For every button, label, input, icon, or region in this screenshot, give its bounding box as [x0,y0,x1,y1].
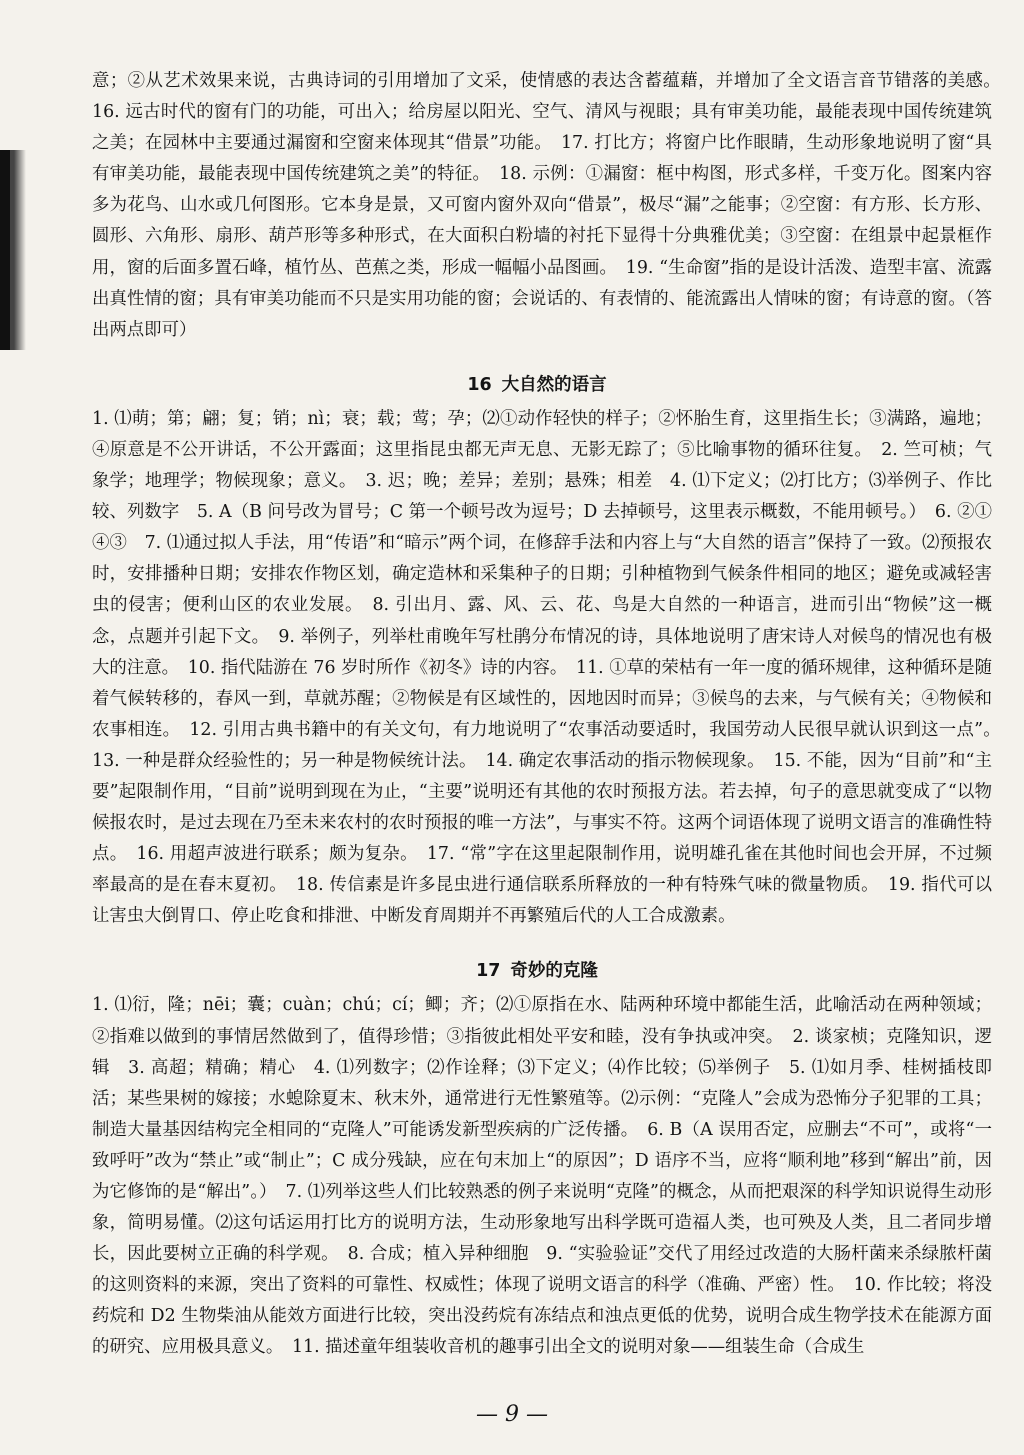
section-title: 奇妙的克隆 [510,961,598,982]
scan-shadow [0,150,26,350]
section-heading-16 [92,368,992,402]
section-number: 16 [467,374,492,395]
section-title: 大自然的语言 [501,374,607,395]
section-number: 17 [476,961,501,982]
section-heading-17 [92,954,992,988]
page-number: — 9 — [476,1402,548,1427]
section-17-answers: 1. ⑴衍，隆；nēi；囊；cuàn；chú；cí；鲫；齐；⑵①原指在水、陆两种环境中都能生活，此喻活动在两种领域；②指难以做到的事情居然做到了，值得珍惜；③指彼此相处平安和睦，没有争执或冲突。 2. 谈家桢；克隆知识，逻辑 3. 高超；精确；精心 4. ⑴列数字；⑵作诠释；⑶下定义；⑷作比较；⑸举例子 5. ⑴如月季、桂树插枝即活；某些果树的嫁接；水螅除夏末、秋末外，通常进行无性繁殖等。⑵示例：“克隆人”会成为恐怖分子犯罪的工具；制造大量基因结构完全相同的“克隆人”可能诱发新型疾病的广泛传播。 6. B（A 误用否定，应删去“不可”，或将“一致呼吁”改为“禁止”或“制止”；C 成分残缺，应在句末加上“的原因”；D 语序不当，应将“顺利地”移到“解出”前，因为它修饰的是“解出”。） 7. ⑴列举这些人们比较熟悉的例子来说明“克隆”的概念，从而把艰深的科学知识说得生动形象，简明易懂。⑵这句话运用打比方的说明方法，生动形象地写出科学既可造福人类，也可殃及人类，且二者同步增长，因此要树立正确的科学观。 8. 合成；植入异种细胞 9. “实验验证”交代了用经过改造的大肠杆菌来杀绿脓杆菌的这则资料的来源，突出了资料的可靠性、权威性；体现了说明文语言的科学（准确、严密）性。 10. 作比较；将没药烷和 D2 生物柴油从能效方面进行比较，突出没药烷有冻结点和浊点更低的优势，说明合成生物学技术在能源方面的研究、应用极具意义。 11. 描述童年组装收音机的趣事引出全文的说明对象——组装生命（合成生 [92,995,992,1358]
section-16-answers: 1. ⑴萌；第；翩；复；销；nì；衰；载；莺；孕；⑵①动作轻快的样子；②怀胎生育，这里指生长；③满路，遍地；④原意是不公开讲话，不公开露面；这里指昆虫都无声无息、无影无踪了；⑤比喻事物的循环往复。 2. 竺可桢；气象学；地理学；物候现象；意义。 3. 迟；晚；差异；差别；悬殊；相差 4. ⑴下定义；⑵打比方；⑶举例子、作比较、列数字 5. A（B 问号改为冒号；C 第一个顿号改为逗号；D 去掉顿号，这里表示概数，不能用顿号。） 6. ②①④③ 7. ⑴通过拟人手法，用“传语”和“暗示”两个词，在修辞手法和内容上与“大自然的语言”保持了一致。⑵预报农时，安排播种日期；安排农作物区划，确定造林和采集种子的日期；引种植物到气候条件相同的地区；避免或减轻害虫的侵害；便利山区的农业发展。 8. 引出月、露、风、云、花、鸟是大自然的一种语言，进而引出“物候”这一概念，点题并引起下文。 9. 举例子，列举杜甫晚年写杜鹃分布情况的诗，具体地说明了唐宋诗人对候鸟的情况也有极大的注意。 10. 指代陆游在 76 岁时所作《初冬》诗的内容。 11. ①草的荣枯有一年一度的循环规律，这种循环是随着气候转移的，春风一到，草就苏醒；②物候是有区域性的，因地因时而异；③候鸟的去来，与气候有关；④物候和农事相连。 12. 引用古典书籍中的有关文句，有力地说明了“农事活动要适时，我国劳动人民很早就认识到这一点”。 13. 一种是群众经验性的；另一种是物候统计法。 14. 确定农事活动的指示物候现象。 15. 不能，因为“目前”和“主要”起限制作用，“目前”说明到现在为止，“主要”说明还有其他的农时预报方法。若去掉，句子的意思就变成了“以物候报农时，是过去现在乃至未来农村的农时预报的唯一方法”，与事实不符。这两个词语体现了说明文语言的准确性特点。 16. 用超声波进行联系；颇为复杂。 17. “常”字在这里起限制作用，说明雄孔雀在其他时间也会开屏，不过频率最高的是在春末夏初。 18. 传信素是许多昆虫进行通信联系所释放的一种有特殊气味的微量物质。 19. 指代可以让害虫大倒胃口、停止吃食和排泄、中断发育周期并不再繁殖后代的人工合成激素。 [92,408,1010,927]
continued-answers: 意；②从艺术效果来说，古典诗词的引用增加了文采，使情感的表达含蓄蕴藉，并增加了全文语言音节错落的美感。 16. 远古时代的窗有门的功能，可出入；给房屋以阳光、空气、清风与视眼；具有审美功能，最能表现中国传统建筑之美；在园林中主要通过漏窗和空窗来体现其“借景”功能。 17. 打比方；将窗户比作眼睛，生动形象地说明了窗“具有审美功能，最能表现中国传统建筑之美”的特征。 18. 示例：①漏窗：框中构图，形式多样，千变万化。图案内容多为花鸟、山水或几何图形。它本身是景，又可窗内窗外双向“借景”，极尽“漏”之能事；②空窗：有方形、长方形、圆形、六角形、扇形、葫芦形等多种形式，在大面积白粉墙的衬托下显得十分典雅优美；③空窗：在组景中起景框作用，窗的后面多置石峰，植竹丛、芭蕉之类，形成一幅幅小品图画。 19. “生命窗”指的是设计活泼、造型丰富、流露出真性情的窗；具有审美功能而不只是实用功能的窗；会说话的、有表情的、能流露出人情味的窗；有诗意的窗。（答出两点即可） [92,71,1010,340]
answer-page [92,66,1010,1364]
